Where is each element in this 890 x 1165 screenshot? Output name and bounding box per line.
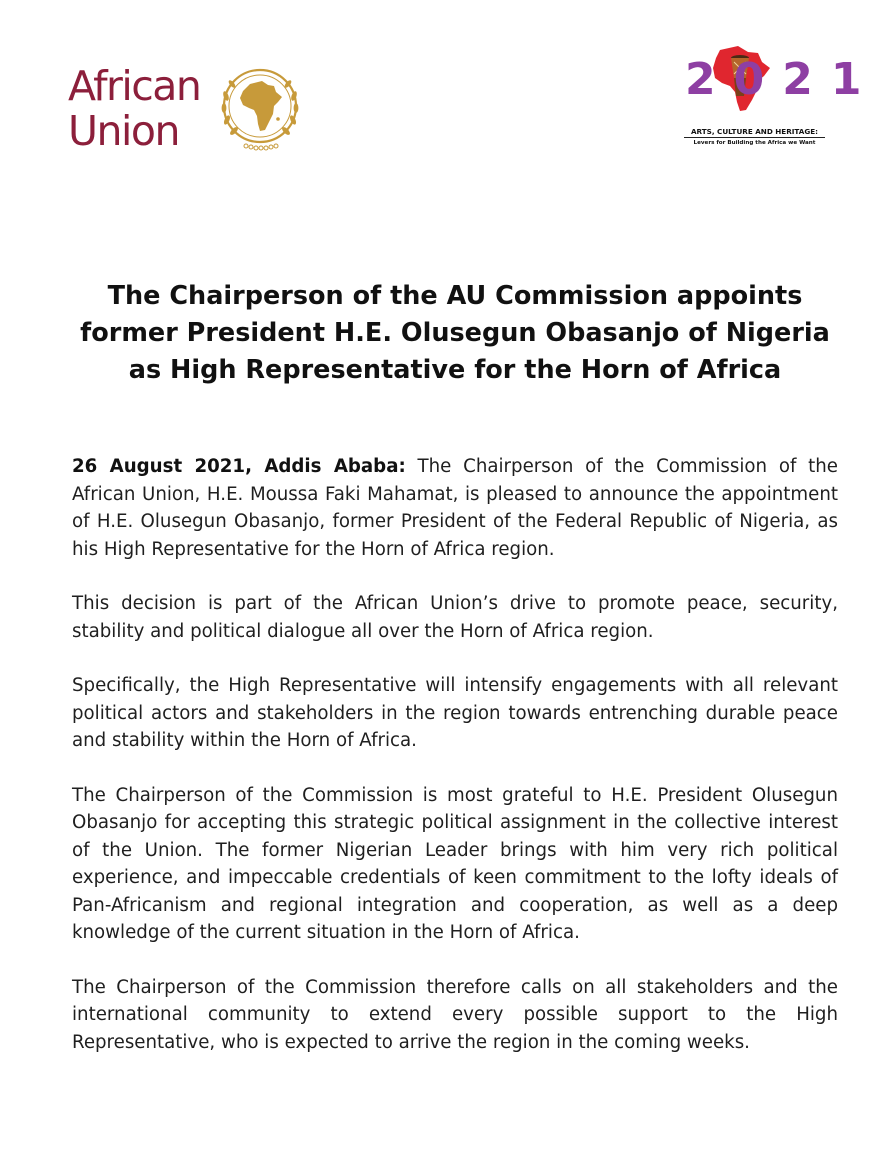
theme-2021-logo bbox=[682, 44, 880, 150]
paragraph-1-text: The Chairperson of the Commission of the African Union, H.E. Moussa Faki Mahamat, is pleased to announce the appointment of H.E. Olusegun Obasanjo, former President of the Federal Republic of Nigeria, as his High Representative for the Horn of Africa region. bbox=[72, 456, 838, 560]
au-wordmark bbox=[68, 64, 200, 154]
press-release-body bbox=[72, 453, 838, 1083]
title-line-1: The Chairperson of the AU Commission appoints bbox=[107, 281, 803, 311]
paragraph-4: The Chairperson of the Commission is most grateful to H.E. President Olusegun Obasanjo for accepting this strategic political assignment in the collective interest of the Union. The former Nigerian Leader brings with him very rich political experience, and impeccable credentials of keen commitment to the lofty ideals of Pan-Africanism and regional integration and cooperation, as well as a deep knowledge of the current situation in the Horn of Africa. bbox=[72, 784, 838, 943]
theme-tagline-main: ARTS, CULTURE AND HERITAGE: bbox=[690, 127, 819, 136]
theme-divider bbox=[684, 137, 825, 138]
press-release-title bbox=[70, 278, 840, 389]
theme-year: 2021 bbox=[685, 54, 880, 105]
au-wordmark-line1: African bbox=[68, 62, 201, 110]
title-line-3: as High Representative for the Horn of Africa bbox=[128, 355, 782, 385]
title-line-2: former President H.E. Olusegun Obasanjo of Nigeria bbox=[80, 318, 830, 348]
paragraph-2: This decision is part of the African Union’s drive to promote peace, security, stability and political dialogue all over the Horn of Africa region. bbox=[72, 593, 838, 642]
dateline: 26 August 2021, Addis Ababa: bbox=[72, 456, 406, 477]
paragraph-3: Specifically, the High Representative will intensify engagements with all relevant political actors and stakeholders in the region towards entrenching durable peace and stability within the Horn of Africa. bbox=[72, 675, 838, 751]
paragraph-5: The Chairperson of the Commission therefore calls on all stakeholders and the international community to extend every possible support to the High Representative, who is expected to arrive the region in the coming weeks. bbox=[72, 976, 838, 1053]
au-wordmark-line2: Union bbox=[68, 107, 179, 155]
africa-map-emblem-icon bbox=[216, 64, 304, 152]
theme-tagline-sub: Levers for Building the Africa we Want bbox=[693, 140, 816, 146]
african-union-logo bbox=[68, 62, 308, 158]
paragraph-1 bbox=[72, 453, 838, 563]
